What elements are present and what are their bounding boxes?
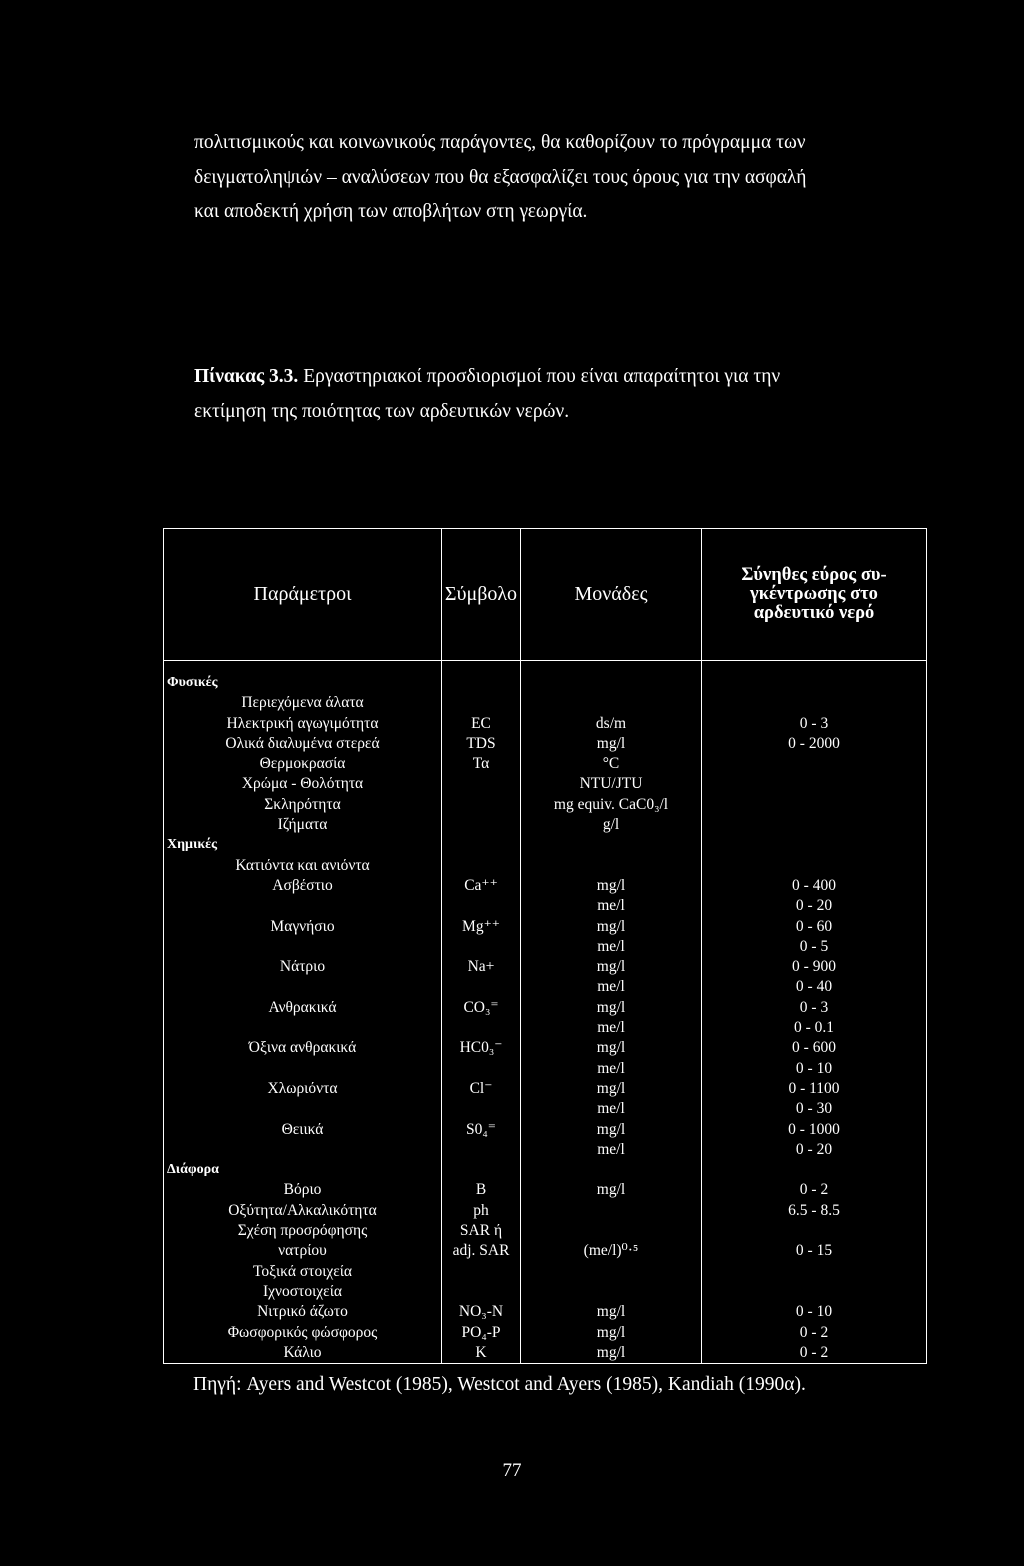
parameter-cell: Νάτριο	[279, 958, 326, 976]
range-cell	[702, 1282, 926, 1302]
page-number: 77	[502, 1460, 522, 1481]
unit-cell: me/l	[597, 1019, 625, 1037]
unit-cell	[521, 1160, 701, 1180]
symbol-cell: HC0₃⁻	[459, 1039, 503, 1057]
range-cell: 0 - 2000	[788, 734, 840, 752]
unit-cell	[521, 673, 701, 693]
range-cell: 0 - 30	[795, 1100, 833, 1118]
parameter-cell: Ιχνοστοιχεία	[263, 1282, 342, 1300]
symbol-cell	[442, 815, 520, 835]
symbol-cell	[442, 1018, 520, 1038]
header-parameters: Παράμετροι	[164, 529, 442, 661]
header-units: Μονάδες	[521, 529, 702, 661]
range-cell: 0 - 2	[799, 1323, 829, 1341]
unit-cell: mg/l	[596, 1323, 626, 1341]
unit-cell	[521, 1282, 701, 1302]
range-cell	[702, 835, 926, 855]
symbol-cell: Na+	[467, 958, 495, 976]
header-range: Σύνηθες εύρος συ-γκέντρωσης στο αρδευτικό νερό	[702, 529, 927, 661]
symbol-cell	[442, 896, 520, 916]
range-cell: 0 - 2	[799, 1181, 829, 1199]
symbol-cell: ph	[473, 1201, 489, 1219]
range-cell: 0 - 600	[792, 1039, 836, 1057]
table-caption	[194, 360, 934, 429]
source-note: Πηγή: Ayers and Westcot (1985), Westcot and Ayers (1985), Kandiah (1990α).	[193, 1374, 806, 1395]
parameter-cell: Σκληρότητα	[264, 795, 341, 813]
unit-cell	[521, 693, 701, 713]
parameter-cell	[164, 896, 441, 916]
parameter-cell: Μαγνήσιο	[270, 917, 335, 935]
unit-cell: mg equiv. CaC0₃/l	[553, 795, 669, 813]
unit-cell: mg/l	[596, 958, 626, 976]
unit-cell: me/l	[597, 897, 625, 915]
parameter-cell	[164, 1140, 441, 1160]
symbol-cell	[442, 693, 520, 713]
symbol-cell: Cl⁻	[469, 1079, 493, 1097]
range-cell: 0 - 20	[795, 1140, 833, 1158]
range-cell: 0 - 60	[795, 917, 833, 935]
range-cell	[702, 795, 926, 815]
parameter-cell: νατρίου	[278, 1242, 327, 1260]
symbol-cell	[442, 1282, 520, 1302]
parameter-cell: Βόριο	[283, 1181, 322, 1199]
parameter-cell: Ολικά διαλυμένα στερεά	[225, 734, 380, 752]
parameter-cell	[164, 1099, 441, 1119]
range-cell	[702, 774, 926, 794]
parameter-cell: Σχέση προσρόφησης	[237, 1222, 368, 1240]
symbol-cell	[442, 835, 520, 855]
parameter-cell	[164, 937, 441, 957]
intro-line: και αποδεκτή χρήση των αποβλήτων στη γεωργία.	[194, 201, 588, 222]
table-caption-text: Εργαστηριακοί προσδιορισμοί που είναι απαραίτητοι για την	[298, 366, 781, 387]
symbol-cell	[442, 856, 520, 876]
symbol-cell: B	[475, 1181, 487, 1199]
range-cell: 0 - 15	[795, 1242, 833, 1260]
symbol-cell	[442, 977, 520, 997]
range-cell: 0 - 2	[799, 1343, 829, 1361]
unit-cell: mg/l	[596, 1343, 626, 1361]
symbol-cell	[442, 1262, 520, 1282]
symbol-cell	[442, 774, 520, 794]
symbol-cell: adj. SAR	[452, 1242, 510, 1260]
parameter-cell: Θερμοκρασία	[259, 755, 346, 773]
unit-cell	[521, 835, 701, 855]
range-cell: 0 - 40	[795, 978, 833, 996]
parameter-cell: Ασβέστιο	[272, 876, 333, 894]
unit-cell: mg/l	[596, 917, 626, 935]
unit-cell: mg/l	[596, 734, 626, 752]
range-cell: 0 - 10	[795, 1303, 833, 1321]
parameters-table	[163, 528, 927, 1364]
symbol-cell	[442, 1059, 520, 1079]
column-parameters	[164, 661, 442, 1364]
range-cell: 0 - 3	[799, 714, 829, 732]
header-symbol: Σύμβολο	[442, 529, 521, 661]
range-cell	[702, 1221, 926, 1241]
unit-cell	[521, 856, 701, 876]
parameter-cell: Νιτρικό άζωτο	[257, 1303, 348, 1321]
unit-cell: g/l	[602, 816, 620, 834]
intro-line: πολιτισμικούς και κοινωνικούς παράγοντες, θα καθορίζουν το πρόγραμμα των	[194, 132, 806, 153]
unit-cell	[521, 1201, 701, 1221]
symbol-cell: Τα	[472, 755, 490, 773]
symbol-cell: S0₄⁼	[466, 1120, 496, 1138]
range-cell	[702, 856, 926, 876]
symbol-cell: TDS	[466, 734, 496, 752]
range-cell	[702, 1160, 926, 1180]
unit-cell: mg/l	[596, 998, 626, 1016]
symbol-cell: Mg⁺⁺	[462, 917, 500, 935]
symbol-cell	[442, 1140, 520, 1160]
unit-cell: me/l	[597, 1100, 625, 1118]
range-cell: 0 - 10	[795, 1059, 833, 1077]
range-cell	[702, 1262, 926, 1282]
unit-cell: me/l	[597, 937, 625, 955]
symbol-cell: NO₃-N	[458, 1303, 504, 1321]
unit-cell: mg/l	[596, 1039, 626, 1057]
unit-cell: mg/l	[596, 1181, 626, 1199]
unit-cell	[521, 1262, 701, 1282]
intro-paragraph	[194, 126, 934, 230]
parameter-cell: Τοξικά στοιχεία	[252, 1262, 353, 1280]
range-cell: 0 - 400	[792, 876, 836, 894]
unit-cell: (me/l)⁰·⁵	[583, 1242, 639, 1260]
unit-cell: mg/l	[596, 876, 626, 894]
unit-cell: me/l	[597, 1140, 625, 1158]
intro-line: δειγματοληψιών – αναλύσεων που θα εξασφαλίζει τους όρους για την ασφαλή	[194, 166, 807, 188]
unit-cell	[521, 1221, 701, 1241]
parameter-cell: Κατιόντα και ανιόντα	[235, 856, 370, 874]
parameter-cell: Χρώμα - Θολότητα	[241, 775, 364, 793]
parameter-cell: Ηλεκτρική αγωγιμότητα	[226, 714, 379, 732]
unit-cell: mg/l	[596, 1120, 626, 1138]
range-cell	[702, 754, 926, 774]
parameter-cell: Περιεχόμενα άλατα	[241, 694, 364, 712]
range-cell: 0 - 5	[799, 937, 829, 955]
column-symbol	[442, 661, 521, 1364]
range-cell: 0 - 3	[799, 998, 829, 1016]
parameter-cell: Οξύτητα/Αλκαλικότητα	[228, 1201, 377, 1219]
unit-cell: me/l	[597, 1059, 625, 1077]
range-cell: 0 - 1100	[788, 1079, 840, 1097]
symbol-cell	[442, 1160, 520, 1180]
range-cell: 0 - 900	[792, 958, 836, 976]
range-cell	[702, 693, 926, 713]
table-caption-label: Πίνακας 3.3.	[194, 366, 299, 387]
parameter-cell	[164, 977, 441, 997]
group-label: Φυσικές	[167, 675, 218, 690]
range-cell: 0 - 0.1	[793, 1019, 835, 1037]
symbol-cell: EC	[471, 714, 491, 732]
symbol-cell	[442, 1099, 520, 1119]
unit-cell: NTU/JTU	[579, 775, 643, 793]
group-label: Διάφορα	[167, 1162, 219, 1178]
symbol-cell: CO₃⁼	[463, 998, 499, 1016]
range-cell: 0 - 20	[795, 897, 833, 915]
column-units	[521, 661, 702, 1364]
range-cell	[702, 815, 926, 835]
symbol-cell	[442, 673, 520, 693]
parameter-cell: Θειικά	[281, 1120, 324, 1138]
parameter-cell: Ιζήματα	[277, 816, 328, 834]
parameter-cell: Χλωριόντα	[267, 1079, 338, 1097]
group-label: Χημικές	[167, 837, 217, 853]
unit-cell: mg/l	[596, 1303, 626, 1321]
symbol-cell: SAR ή	[459, 1222, 503, 1240]
unit-cell: me/l	[597, 978, 625, 996]
parameter-cell	[164, 1018, 441, 1038]
parameter-cell: Κάλιο	[283, 1343, 322, 1361]
symbol-cell: PO₄-P	[461, 1323, 501, 1341]
unit-cell: ds/m	[595, 714, 627, 732]
unit-cell: °C	[602, 755, 620, 773]
range-cell: 6.5 - 8.5	[788, 1201, 840, 1219]
column-range	[702, 661, 927, 1364]
symbol-cell	[442, 937, 520, 957]
unit-cell: mg/l	[596, 1079, 626, 1097]
parameter-cell	[164, 1059, 441, 1079]
parameter-cell: Φωσφορικός φώσφορος	[227, 1323, 378, 1341]
range-cell	[702, 673, 926, 693]
symbol-cell: K	[475, 1343, 487, 1361]
range-cell: 0 - 1000	[788, 1120, 840, 1138]
parameter-cell: Ανθρακικά	[268, 998, 337, 1016]
table-caption-text-cont: εκτίμηση της ποιότητας των αρδευτικών νερών.	[194, 400, 570, 422]
symbol-cell: Ca⁺⁺	[464, 876, 498, 894]
symbol-cell	[442, 795, 520, 815]
parameter-cell: Όξινα ανθρακικά	[248, 1039, 357, 1057]
